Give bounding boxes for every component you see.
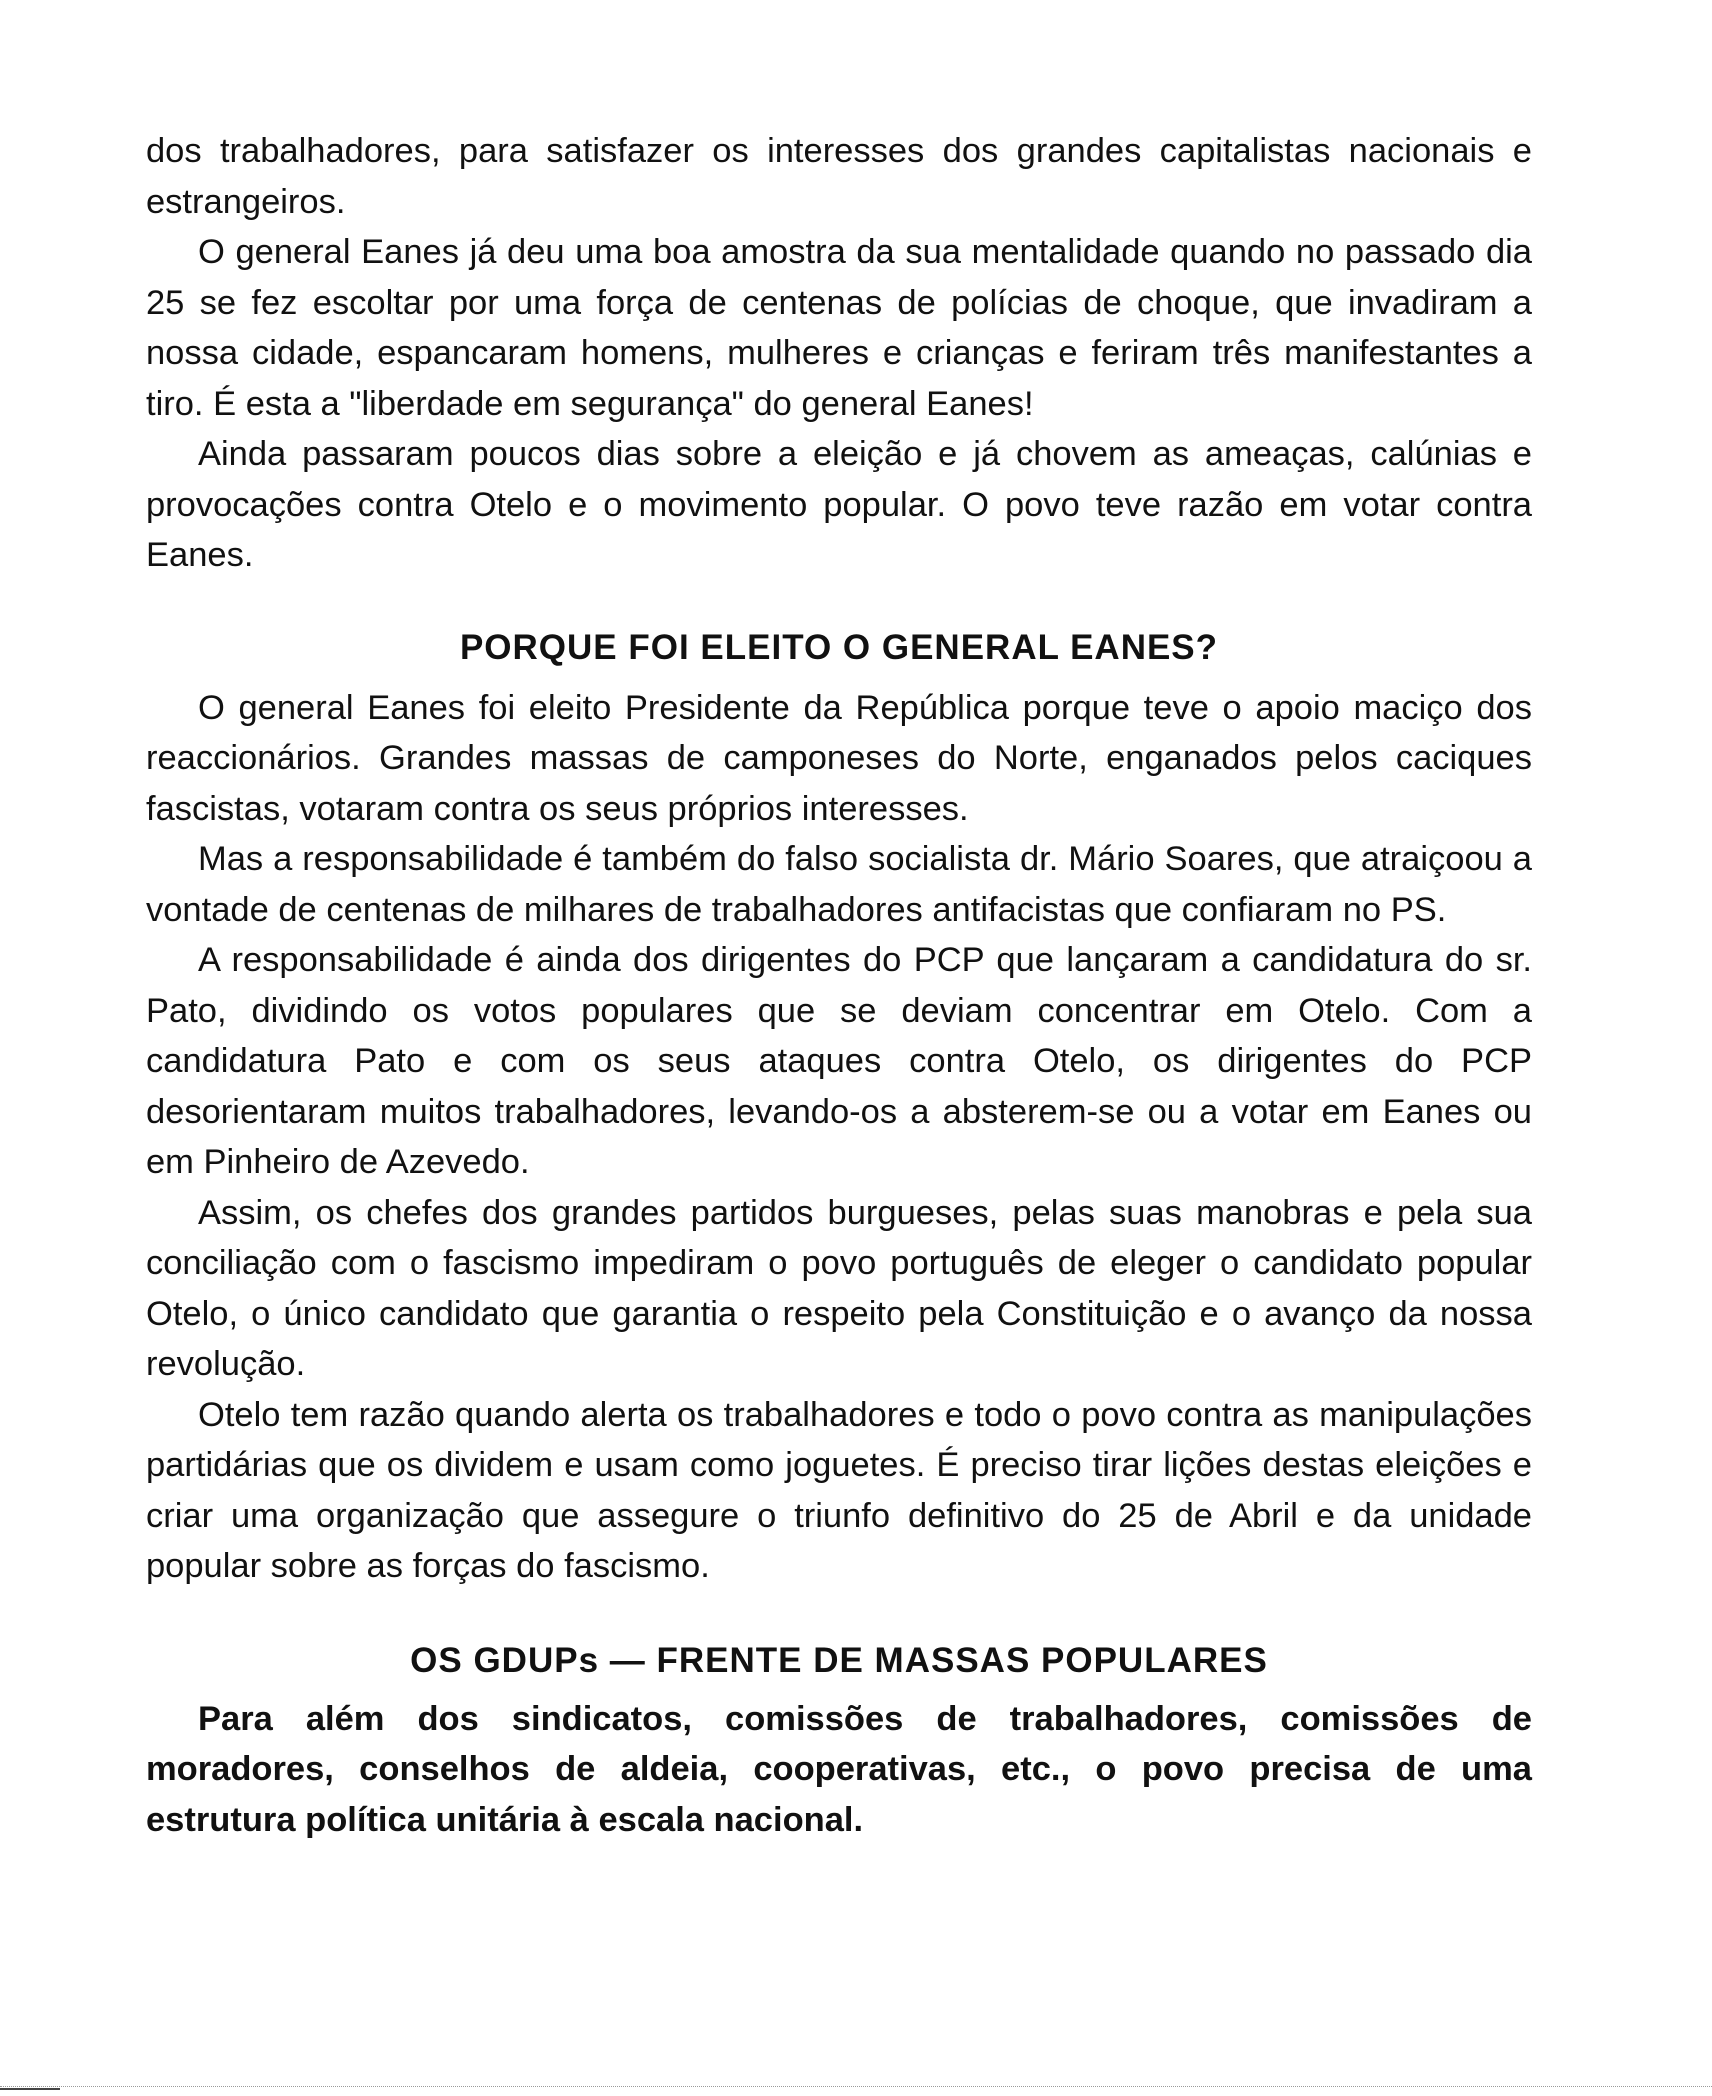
paragraph-eanes-mentality: O general Eanes já deu uma boa amostra da sua mentalidade quando no passado dia 25 se fez escoltar por uma força de centenas de polícias de choque, que invadiram a nossa cidade, espancaram homens, mulheres e crianças e feriram três manifestantes a tiro. É esta a "liberdade em segurança" do general Eanes! (146, 233, 1532, 423)
paragraph-continuation: dos trabalhadores, para satisfazer os interesses dos grandes capitalistas nacionais e estrangeiros. (146, 132, 1532, 221)
paragraph-otelo-warning: Otelo tem razão quando alerta os trabalhadores e todo o povo contra as manipulações partidárias que os dividem e usam como joguetes. É preciso tirar lições destas eleições e criar uma organização que assegure o triunfo definitivo do 25 de Abril e da unidade popular sobre as forças do fascismo. (146, 1395, 1532, 1585)
document-page (146, 126, 1532, 1845)
paragraph-national-structure: Para além dos sindicatos, comissões de trabalhadores, comissões de moradores, conselhos de aldeia, cooperativas, etc., o povo precisa de uma estrutura política unitária à escala nacional. (146, 1699, 1532, 1839)
paragraph-reactionary-support: O general Eanes foi eleito Presidente da República porque teve o apoio maciço dos reaccionários. Grandes massas de camponeses do Norte, enganados pelos caciques fascistas, votaram contra os seus próprios interesses. (146, 688, 1532, 828)
section-heading-why-elected: PORQUE FOI ELEITO O GENERAL EANES? (459, 627, 1219, 667)
paragraph-bourgeois-parties: Assim, os chefes dos grandes partidos burgueses, pelas suas manobras e pela sua conciliação com o fascismo impediram o povo português de eleger o candidato popular Otelo, o único candidato que garantia o respeito pela Constituição e o avanço da nossa revolução. (146, 1193, 1532, 1383)
paragraph-pcp-responsibility: A responsabilidade é ainda dos dirigentes do PCP que lançaram a candidatura do sr. Pato, dividindo os votos populares que se deviam concentrar em Otelo. Com a candidatura Pato e com os seus ataques contra Otelo, os dirigentes do PCP desorientaram muitos trabalhadores, levando-os a absterem-se ou a votar em Eanes ou em Pinheiro de Azevedo. (146, 941, 1532, 1181)
paragraph-soares-responsibility: Mas a responsabilidade é também do falso socialista dr. Mário Soares, que atraiçoou a vontade de centenas de milhares de trabalhadores antifacistas que confiaram no PS. (146, 840, 1532, 929)
scan-edge-mark (0, 2088, 60, 2090)
section-heading-gdups: OS GDUPs — FRENTE DE MASSAS POPULARES (410, 1640, 1268, 1680)
paragraph-threats: Ainda passaram poucos dias sobre a eleição e já chovem as ameaças, calúnias e provocações contra Otelo e o movimento popular. O povo teve razão em votar contra Eanes. (146, 435, 1532, 574)
scan-speckle-line (0, 2086, 1712, 2091)
